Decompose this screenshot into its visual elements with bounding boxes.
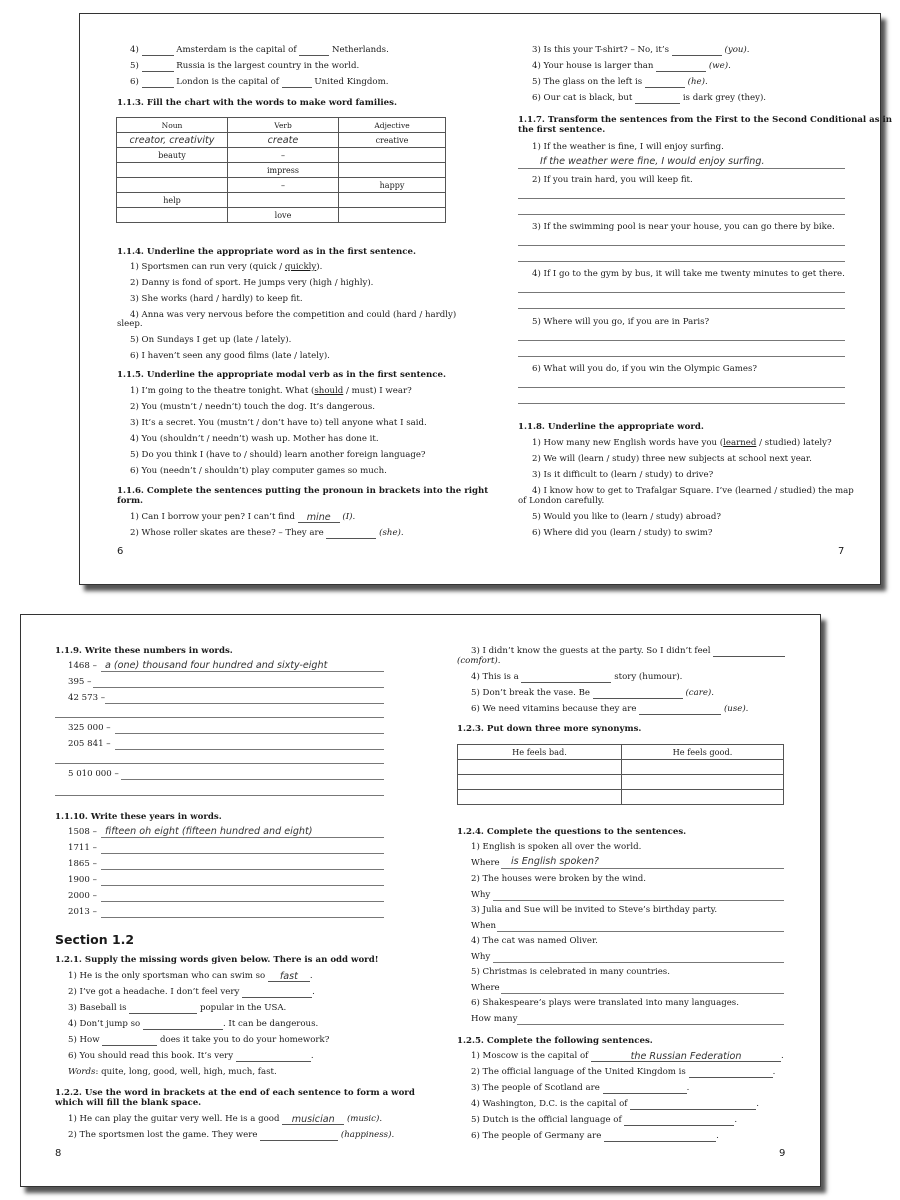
number-item: 205 841 – <box>68 739 111 749</box>
answer-line <box>101 853 384 854</box>
book-spread-pages-8-9 <box>20 614 821 1187</box>
table-cell <box>339 148 446 163</box>
exercise-item: 2) The sportsmen lost the game. They were (happiness). <box>68 1130 395 1140</box>
exercise-item: 1) Moscow is the capital of the Russian Federation . <box>471 1051 784 1062</box>
answer-line <box>115 733 384 734</box>
exercise-item: 4) Your house is larger than (we). <box>532 61 731 71</box>
year-item: 1865 – <box>68 859 97 869</box>
exercise-item: 5) On Sundays I get up (late / lately). <box>130 335 292 345</box>
exercise-title: 1.2.2. Use the word in brackets at the end of each sentence to form a word <box>55 1088 415 1098</box>
answer-line <box>101 869 384 870</box>
exercise-item: of London carefully. <box>518 496 605 506</box>
exercise-item: 5) Where will you go, if you are in Paris? <box>532 317 710 327</box>
exercise-title: 1.2.3. Put down three more synonyms. <box>457 724 642 734</box>
exercise-item: 3) The people of Scotland are . <box>471 1083 690 1093</box>
year-item: 1900 – <box>68 875 97 885</box>
sentence: 6) Shakespeare’s plays were translated into many languages. <box>471 998 739 1008</box>
table-cell <box>117 178 228 193</box>
exercise-item: 6) The people of Germany are . <box>471 1131 719 1141</box>
exercise-title: 1.2.5. Complete the following sentences. <box>457 1036 653 1046</box>
exercise-item: 2) Whose roller skates are these? – They are (she). <box>130 528 404 538</box>
exercise-item: (comfort). <box>457 656 501 666</box>
exercise-item: 4) Don’t jump so . It can be dangerous. <box>68 1019 319 1029</box>
handwritten-answer: If the weather were fine, I would enjoy surfing. <box>540 156 765 167</box>
exercise-item: 3) Baseball is popular in the USA. <box>68 1003 287 1013</box>
sentence: 4) The cat was named Oliver. <box>471 936 598 946</box>
answer-line <box>518 356 845 357</box>
table-header: He feels bad. <box>458 745 622 760</box>
table-cell <box>458 790 622 805</box>
word-family-table <box>116 117 446 223</box>
handwritten-answer: the Russian Federation <box>591 1051 781 1062</box>
table-cell <box>339 208 446 223</box>
exercise-item: 6) Where did you (learn / study) to swim? <box>532 528 713 538</box>
table-cell <box>339 163 446 178</box>
page-number: 6 <box>117 546 124 557</box>
answer-line <box>518 198 845 199</box>
answer-line <box>518 168 845 169</box>
handwritten-answer: fifteen oh eight (fifteen hundred and eight) <box>105 826 313 837</box>
exercise-item: 2) Danny is fond of sport. He jumps very (high / highly). <box>130 278 374 288</box>
exercise-item: 4) If I go to the gym by bus, it will take me twenty minutes to get there. <box>532 269 845 279</box>
table-cell <box>117 208 228 223</box>
page-9 <box>421 615 820 1186</box>
number-item: 1468 – <box>68 661 97 671</box>
table-cell <box>117 163 228 178</box>
table-cell <box>339 193 446 208</box>
exercise-item: 6) You should read this book. It’s very . <box>68 1051 314 1061</box>
table-header: Noun <box>117 118 228 133</box>
table-cell <box>458 760 622 775</box>
exercise-item: 4) Washington, D.C. is the capital of . <box>471 1099 759 1109</box>
table-cell: creative <box>339 133 446 148</box>
table-cell <box>228 193 339 208</box>
answer-line <box>101 671 384 672</box>
table-cell: beauty <box>117 148 228 163</box>
sentence-line: 4) Amsterdam is the capital of Netherlands. <box>130 45 389 55</box>
table-header: Verb <box>228 118 339 133</box>
answer-line <box>93 687 384 688</box>
table-cell: create <box>228 133 339 148</box>
answer-line <box>493 900 784 901</box>
exercise-title: form. <box>117 496 144 506</box>
exercise-item: 1) I’m going to the theatre tonight. What (should / must) I wear? <box>130 386 412 396</box>
page-7 <box>480 14 893 584</box>
answer-line <box>105 703 384 704</box>
exercise-title: 1.2.4. Complete the questions to the sentences. <box>457 827 687 837</box>
table-cell <box>622 775 784 790</box>
question-prefix: Why <box>471 890 491 900</box>
answer-line <box>493 962 784 963</box>
exercise-item: 6) We need vitamins because they are (use). <box>471 704 749 714</box>
exercise-item: 6) What will you do, if you win the Olympic Games? <box>532 364 757 374</box>
exercise-item: 6) I haven’t seen any good films (late / lately). <box>130 351 330 361</box>
table-cell: – <box>228 148 339 163</box>
exercise-title: the first sentence. <box>518 125 606 135</box>
exercise-item: 4) Anna was very nervous before the competition and could (hard / hardly) <box>130 310 457 320</box>
handwritten-answer: musician <box>282 1114 344 1125</box>
exercise-item: 1) How many new English words have you (learned / studied) lately? <box>532 438 832 448</box>
table-cell: help <box>117 193 228 208</box>
exercise-item: 3) It’s a secret. You (mustn’t / don’t have to) tell anyone what I said. <box>130 418 427 428</box>
year-item: 2013 – <box>68 907 97 917</box>
handwritten-answer: is English spoken? <box>511 856 599 867</box>
exercise-item: 6) Our cat is black, but is dark grey (they). <box>532 93 767 103</box>
number-item: 5 010 000 – <box>68 769 119 779</box>
table-cell: creator, creativity <box>117 133 228 148</box>
answer-line <box>518 387 845 388</box>
answer-line <box>115 749 384 750</box>
exercise-item: 1) He can play the guitar very well. He is a good musician (music). <box>68 1114 383 1125</box>
sentence-line: 6) London is the capital of United Kingdom. <box>130 77 389 87</box>
answer-line <box>518 403 845 404</box>
table-cell: love <box>228 208 339 223</box>
number-item: 325 000 – <box>68 723 111 733</box>
exercise-item: 1) He is the only sportsman who can swim so fast . <box>68 971 313 982</box>
sentence: 1) English is spoken all over the world. <box>471 842 642 852</box>
exercise-title: which will fill the blank space. <box>55 1098 202 1108</box>
exercise-item: 1) Sportsmen can run very (quick / quickly). <box>130 262 323 272</box>
exercise-item: 5) Would you like to (learn / study) abroad? <box>532 512 721 522</box>
table-cell <box>622 790 784 805</box>
number-item: 42 573 – <box>68 693 106 703</box>
answer-line <box>101 837 384 838</box>
question-prefix: Where <box>471 858 500 868</box>
exercise-title: 1.1.9. Write these numbers in words. <box>55 646 233 656</box>
table-cell: happy <box>339 178 446 193</box>
exercise-item: 5) Do you think I (have to / should) learn another foreign language? <box>130 450 426 460</box>
table-header: Adjective <box>339 118 446 133</box>
year-item: 1508 – <box>68 827 97 837</box>
table-cell <box>622 760 784 775</box>
answer-line <box>518 292 845 293</box>
answer-line <box>55 717 384 718</box>
sentence-line: 5) Russia is the largest country in the world. <box>130 61 360 71</box>
exercise-item: 3) I didn’t know the guests at the party. So I didn’t feel <box>471 646 785 657</box>
answer-line <box>55 763 384 764</box>
exercise-item: 2) The official language of the United Kingdom is . <box>471 1067 776 1077</box>
exercise-item: 2) I’ve got a headache. I don’t feel very . <box>68 987 315 997</box>
answer-line <box>101 917 384 918</box>
year-item: 2000 – <box>68 891 97 901</box>
exercise-title: 1.1.6. Complete the sentences putting the pronoun in brackets into the right <box>117 486 489 496</box>
exercise-item: 3) She works (hard / hardly) to keep fit. <box>130 294 303 304</box>
exercise-title: 1.1.10. Write these years in words. <box>55 812 222 822</box>
exercise-item: 4) This is a story (humour). <box>471 672 683 682</box>
answer-line <box>101 885 384 886</box>
exercise-item: 2) If you train hard, you will keep fit. <box>532 175 693 185</box>
exercise-item: 1) If the weather is fine, I will enjoy surfing. <box>532 142 724 152</box>
answer-line <box>101 901 384 902</box>
question-prefix: Where <box>471 983 500 993</box>
exercise-item: 3) Is it difficult to (learn / study) to drive? <box>532 470 714 480</box>
exercise-title: 1.1.4. Underline the appropriate word as in the first sentence. <box>117 247 416 257</box>
exercise-item: 3) If the swimming pool is near your house, you can go there by bike. <box>532 222 835 232</box>
answer-line <box>517 1024 784 1025</box>
exercise-item: sleep. <box>117 319 143 329</box>
exercise-item: 2) We will (learn / study) three new subjects at school next year. <box>532 454 812 464</box>
exercise-title: 1.1.5. Underline the appropriate modal verb as in the first sentence. <box>117 370 446 380</box>
answer-line <box>518 308 845 309</box>
page-8 <box>21 615 421 1186</box>
sentence: 3) Julia and Sue will be invited to Steve’s birthday party. <box>471 905 718 915</box>
answer-line <box>518 214 845 215</box>
table-cell: impress <box>228 163 339 178</box>
exercise-item: 5) Dutch is the official language of . <box>471 1115 738 1125</box>
exercise-item: 6) You (needn’t / shouldn’t) play computer games so much. <box>130 466 387 476</box>
answer-line <box>121 779 384 780</box>
answer-line <box>501 868 784 869</box>
exercise-item: 2) You (mustn’t / needn’t) touch the dog. It’s dangerous. <box>130 402 376 412</box>
question-prefix: Why <box>471 952 491 962</box>
exercise-item: 3) Is this your T-shirt? – No, it’s (you). <box>532 45 750 55</box>
sentence: 2) The houses were broken by the wind. <box>471 874 646 884</box>
answer-line <box>518 261 845 262</box>
exercise-item: 5) How does it take you to do your homework? <box>68 1035 330 1045</box>
answer-line <box>501 993 784 994</box>
exercise-title: 1.1.3. Fill the chart with the words to make word families. <box>117 98 397 108</box>
table-cell <box>458 775 622 790</box>
exercise-title: 1.2.1. Supply the missing words given below. There is an odd word! <box>55 955 379 965</box>
page-number: 9 <box>779 1148 786 1159</box>
synonyms-table <box>457 744 784 805</box>
exercise-item: 5) The glass on the left is (he). <box>532 77 708 87</box>
exercise-title: 1.1.8. Underline the appropriate word. <box>518 422 704 432</box>
answer-line <box>518 245 845 246</box>
page-6 <box>80 14 489 584</box>
question-prefix: How many <box>471 1014 518 1024</box>
exercise-item: 1) Can I borrow your pen? I can’t find mine (I). <box>130 512 356 523</box>
answer-line <box>497 931 784 932</box>
page-number: 7 <box>838 546 845 557</box>
answer-line <box>55 795 384 796</box>
handwritten-answer: fast <box>268 971 310 982</box>
exercise-title: 1.1.7. Transform the sentences from the First to the Second Conditional as in <box>518 115 893 125</box>
sentence: 5) Christmas is celebrated in many countries. <box>471 967 670 977</box>
year-item: 1711 – <box>68 843 97 853</box>
table-cell: – <box>228 178 339 193</box>
exercise-item: 5) Don’t break the vase. Be (care). <box>471 688 715 698</box>
page-number: 8 <box>55 1148 62 1159</box>
exercise-item: 4) I know how to get to Trafalgar Square. I’ve (learned / studied) the map <box>532 486 854 496</box>
table-header: He feels good. <box>622 745 784 760</box>
handwritten-answer: a (one) thousand four hundred and sixty-eight <box>105 660 328 671</box>
exercise-item: 4) You (shouldn’t / needn’t) wash up. Mother has done it. <box>130 434 379 444</box>
word-bank: Words: quite, long, good, well, high, much, fast. <box>68 1067 277 1077</box>
handwritten-answer: mine <box>298 512 340 523</box>
book-spread-pages-6-7 <box>79 13 893 585</box>
question-prefix: When <box>471 921 496 931</box>
answer-line <box>518 340 845 341</box>
number-item: 395 – <box>68 677 92 687</box>
section-heading: Section 1.2 <box>55 932 135 947</box>
